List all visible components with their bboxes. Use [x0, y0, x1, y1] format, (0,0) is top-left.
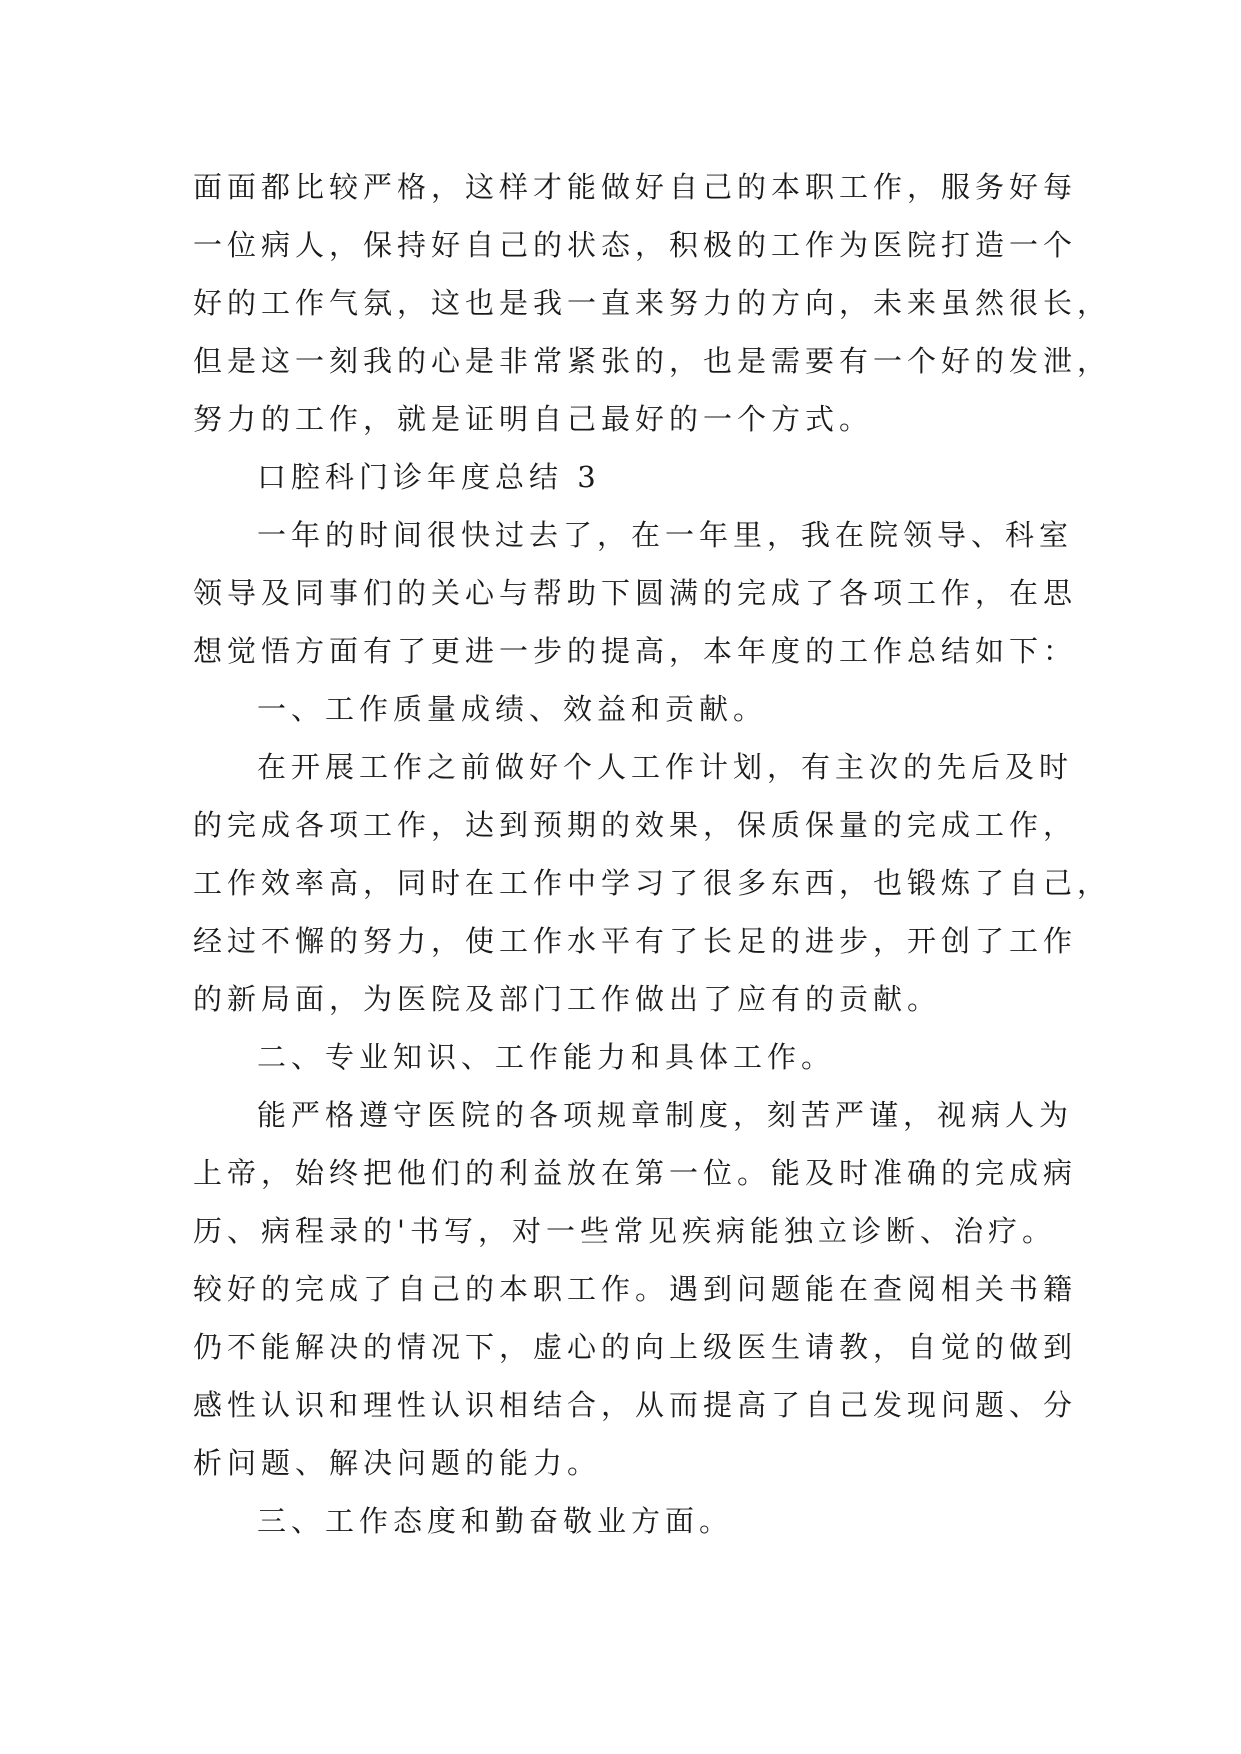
text-line: 能严格遵守医院的各项规章制度，刻苦严谨，视病人为 — [257, 1098, 1074, 1132]
text-line: 的完成各项工作，达到预期的效果，保质保量的完成工作， — [193, 808, 1078, 842]
text-line: 较好的完成了自己的本职工作。遇到问题能在查阅相关书籍 — [193, 1272, 1078, 1306]
text-line: 上帝，始终把他们的利益放在第一位。能及时准确的完成病 — [193, 1156, 1078, 1190]
text-line: 历、病程录的'书写，对一些常见疾病能独立诊断、治疗。 — [193, 1214, 1056, 1248]
text-line: 领导及同事们的关心与帮助下圆满的完成了各项工作，在思 — [193, 576, 1078, 610]
text-line: 口腔科门诊年度总结 3 — [257, 460, 601, 494]
text-line: 一位病人，保持好自己的状态，积极的工作为医院打造一个 — [193, 228, 1078, 262]
document-body — [193, 158, 1112, 1550]
text-line: 想觉悟方面有了更进一步的提高，本年度的工作总结如下： — [193, 634, 1078, 668]
text-line: 但是这一刻我的心是非常紧张的，也是需要有一个好的发泄， — [193, 344, 1112, 378]
text-line: 一、工作质量成绩、效益和贡献。 — [257, 692, 768, 726]
text-line: 面面都比较严格，这样才能做好自己的本职工作，服务好每 — [193, 170, 1078, 204]
text-line: 仍不能解决的情况下，虚心的向上级医生请教，自觉的做到 — [193, 1330, 1078, 1364]
text-line: 好的工作气氛，这也是我一直来努力的方向，未来虽然很长， — [193, 286, 1112, 320]
text-line: 工作效率高，同时在工作中学习了很多东西，也锻炼了自己， — [193, 866, 1112, 900]
text-line: 感性认识和理性认识相结合，从而提高了自己发现问题、分 — [193, 1388, 1078, 1422]
text-line: 在开展工作之前做好个人工作计划，有主次的先后及时 — [257, 750, 1074, 784]
text-line: 二、专业知识、工作能力和具体工作。 — [257, 1040, 836, 1074]
text-line: 经过不懈的努力，使工作水平有了长足的进步，开创了工作 — [193, 924, 1078, 958]
text-line: 一年的时间很快过去了，在一年里，我在院领导、科室 — [257, 518, 1074, 552]
text-line: 三、工作态度和勤奋敬业方面。 — [257, 1504, 734, 1538]
text-line: 努力的工作，就是证明自己最好的一个方式。 — [193, 402, 874, 436]
text-line: 的新局面，为医院及部门工作做出了应有的贡献。 — [193, 982, 942, 1016]
text-line: 析问题、解决问题的能力。 — [193, 1446, 602, 1480]
